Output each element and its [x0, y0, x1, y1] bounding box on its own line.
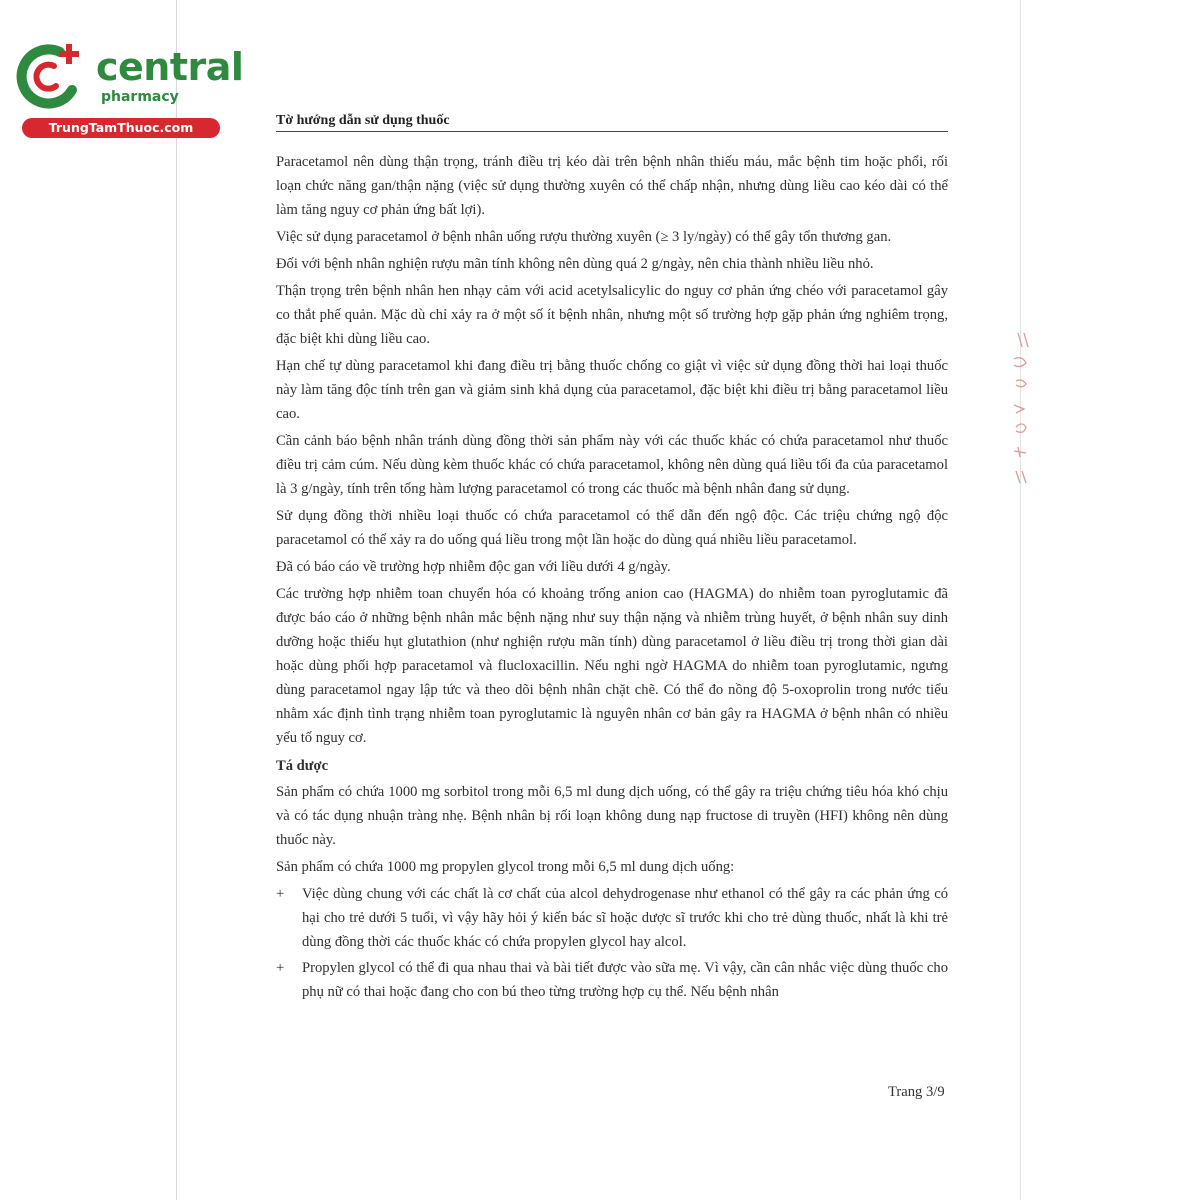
page-edge-left	[176, 0, 177, 1200]
section-heading-excipients: Tá dược	[276, 758, 329, 774]
document-header-title: Tờ hướng dẫn sử dụng thuốc	[276, 113, 450, 128]
header-divider	[276, 131, 948, 132]
bullet-mark: +	[276, 886, 285, 902]
paragraph: Paracetamol nên dùng thận trọng, tránh điều trị kéo dài trên bệnh nhân thiếu máu, mắc bệnh tim hoặc phổi, rối loạn chức năng gan/thận nặng (việc sử dụng thường xuyên có thể chấp nhận, nhưng dùng liều cao kéo dài có thể làm tăng nguy cơ phản ứng bất lợi).	[276, 154, 948, 218]
paragraph: Sử dụng đồng thời nhiều loại thuốc có chứa paracetamol có thể dẫn đến ngộ độc. Các triệu chứng ngộ độc paracetamol có thể xảy ra do uống quá liều trong một lần hoặc do dùng quá nhiều liều paracetamol.	[276, 508, 948, 548]
logo-wordmark: central	[96, 45, 244, 89]
document-body	[276, 150, 948, 1006]
page-number: Trang 3/9	[888, 1084, 945, 1100]
logo-mark-icon	[10, 38, 90, 116]
list-item-text: Việc dùng chung với các chất là cơ chất của alcol dehydrogenase như ethanol có thể gây ra các phản ứng có hại cho trẻ dưới 5 tuổi, vì vậy hãy hỏi ý kiến bác sĩ hoặc dược sĩ trước khi cho trẻ dùng thuốc, nhất là khi trẻ dùng đồng thời các thuốc khác có chứa propylen glycol hay alcol.	[302, 886, 948, 950]
list-item	[276, 882, 948, 954]
paragraph: Hạn chế tự dùng paracetamol khi đang điều trị bằng thuốc chống co giật vì việc sử dụng đồng thời hai loại thuốc này làm tăng độc tính trên gan và giảm sinh khả dụng của paracetamol, đặc biệt khi điều trị bằng paracetamol liều cao.	[276, 358, 948, 422]
logo-website-badge: TrungTamThuoc.com	[22, 118, 220, 138]
list-item	[276, 956, 948, 1004]
paragraph: Thận trọng trên bệnh nhân hen nhạy cảm với acid acetylsalicylic do nguy cơ phản ứng chéo với paracetamol gây co thắt phế quản. Mặc dù chỉ xảy ra ở một số ít bệnh nhân, nhưng một số trường hợp gặp phản ứng nghiêm trọng, đặc biệt khi dùng liều cao.	[276, 283, 948, 347]
paragraph: Đối với bệnh nhân nghiện rượu mãn tính không nên dùng quá 2 g/ngày, nên chia thành nhiều liều nhỏ.	[276, 256, 874, 272]
paragraph: Cần cảnh báo bệnh nhân tránh dùng đồng thời sản phẩm này với các thuốc khác có chứa paracetamol như thuốc điều trị cảm cúm. Nếu dùng kèm thuốc khác có chứa paracetamol, không nên dùng quá liều tối đa của paracetamol là 3 g/ngày, tính trên tổng hàm lượng paracetamol có trong các thuốc mà bệnh nhân đang sử dụng.	[276, 433, 948, 497]
paragraph-sorbitol: Sản phẩm có chứa 1000 mg sorbitol trong mỗi 6,5 ml dung dịch uống, có thể gây ra triệu chứng tiêu hóa khó chịu và có tác dụng nhuận tràng nhẹ. Bệnh nhân bị rối loạn không dung nạp fructose di truyền (HFI) không nên dùng thuốc này.	[276, 784, 948, 848]
bullet-mark: +	[276, 960, 285, 976]
page-edge-right	[1020, 0, 1021, 1200]
paragraph: Việc sử dụng paracetamol ở bệnh nhân uống rượu thường xuyên (≥ 3 ly/ngày) có thể gây tổn thương gan.	[276, 229, 892, 245]
paragraph-propylene-intro: Sản phẩm có chứa 1000 mg propylen glycol trong mỗi 6,5 ml dung dịch uống:	[276, 859, 735, 875]
central-pharmacy-logo	[10, 38, 244, 138]
paragraph: Các trường hợp nhiễm toan chuyển hóa có khoảng trống anion cao (HAGMA) do nhiễm toan pyroglutamic đã được báo cáo ở những bệnh nhân mắc bệnh nặng như suy thận nặng và nhiễm trùng huyết, ở bệnh nhân suy dinh dưỡng hoặc thiếu hụt glutathion (như nghiện rượu mãn tính) dùng paracetamol ở liều điều trị trong thời gian dài hoặc dùng phối hợp paracetamol và flucloxacillin. Nếu nghi ngờ HAGMA do nhiễm toan pyroglutamic, ngưng dùng paracetamol ngay lập tức và theo dõi bệnh nhân chặt chẽ. Có thể đo nồng độ 5-oxoprolin trong nước tiểu nhằm xác định tình trạng nhiễm toan pyroglutamic là nguyên nhân cơ bản gây ra HAGMA ở bệnh nhân có nhiều yếu tố nguy cơ.	[276, 586, 948, 746]
list-item-text: Propylen glycol có thể đi qua nhau thai và bài tiết được vào sữa mẹ. Vì vậy, cần cân nhắc việc dùng thuốc cho phụ nữ có thai hoặc đang cho con bú theo từng trường hợp cụ thể. Nếu bệnh nhân	[302, 960, 948, 1000]
paragraph: Đã có báo cáo về trường hợp nhiễm độc gan với liều dưới 4 g/ngày.	[276, 559, 671, 575]
margin-handwriting-icon	[1000, 325, 1040, 495]
logo-subtitle: pharmacy	[101, 89, 179, 105]
